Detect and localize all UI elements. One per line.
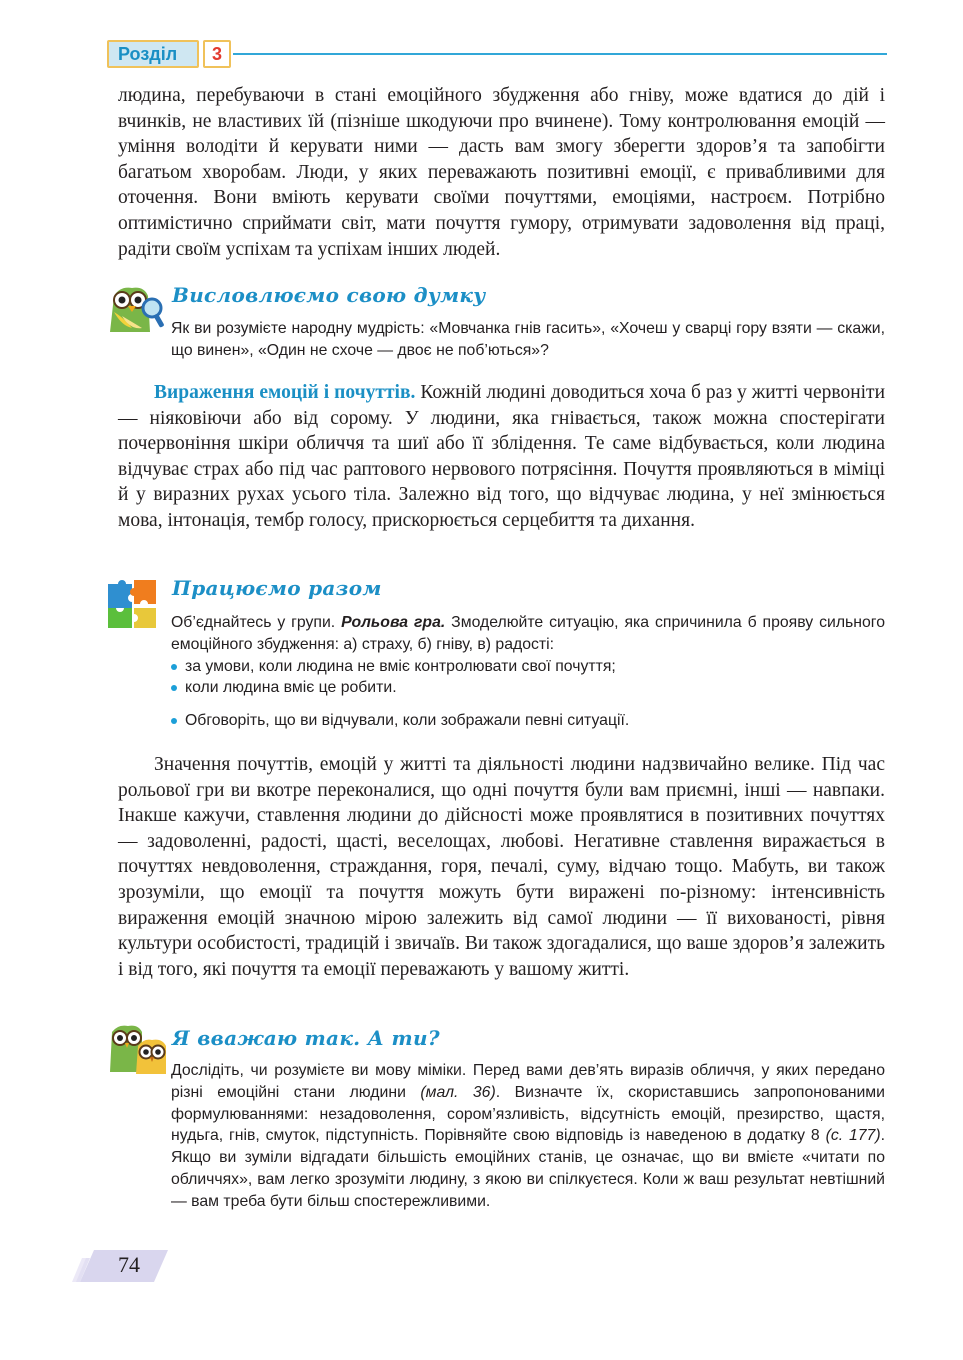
header-divider	[233, 53, 887, 55]
box3-text-c: . Якщо ви зуміли відгадати більшість емоційних станів, це означає, що ви вмієте «читати по обличчях», вам легко зрозуміти людину, з якою ви спілкуєтеся. Коли ж ваш результат невтішний — вам треба бути більш спостережливими.	[171, 1127, 885, 1210]
list-item: за умови, коли людина не вміє контролювати свої почуття;	[171, 656, 885, 678]
box2-intro-bold: Рольова гра.	[341, 614, 446, 631]
box3-ref-2: (с. 177)	[825, 1127, 881, 1145]
paragraph-3-text: Значення почуттів, емоцій у житті та діяльності людини надзвичайно велике. Під час рольової гри ви вкотре переконалися, що одні почуття були вам приємні, інші — навпаки. Інакше кажучи, ставлення людини до дійсності може проявлятися в позитивних почуттях — задоволенні, радості, щасті, веселощах, любові. Негативне ставлення виражається в почуттях невдоволення, страждання, горя, печалі, суму, відчаю тощо. Мабуть, ви також зрозуміли, що емоції та почуття можуть бути виражені по-різному: інтенсивність вираження емоцій значною мірою залежить від самої людини — її вихованості, рівня культури особистості, традицій і звичаїв. Ви також здогадалися, що ваше здоров’я залежить і від того, які почуття та емоції переважають у вашому житті.	[118, 754, 885, 980]
box2-title: Працюємо разом	[172, 576, 382, 600]
box3-content	[171, 1060, 885, 1213]
two-owls-icon	[108, 1022, 168, 1074]
section-number: 3	[203, 40, 231, 68]
paragraph-2	[118, 380, 885, 534]
box3-title: Я вважаю так. А ти?	[172, 1026, 440, 1050]
owl-with-magnifier-icon	[108, 282, 166, 334]
box2-bullets	[171, 656, 885, 700]
puzzle-pieces-icon	[104, 578, 160, 630]
chapter-header	[107, 40, 887, 70]
box1-text-block	[171, 318, 885, 362]
box3-text-a: Дослідіть, чи розумієте ви мову міміки. Перед вами дев’ять виразів обличчя, у яких передано різні емоційні стани людини	[171, 1062, 885, 1101]
box2-intro	[171, 612, 885, 656]
paragraph-2-body	[118, 380, 885, 534]
page-number-block	[72, 1248, 172, 1284]
paragraph-1	[118, 83, 885, 262]
list-item: Обговоріть, що ви відчували, коли зображали певні ситуації.	[171, 710, 885, 732]
paragraph-2-text: Кожній людині доводиться хоча б раз у житті червоніти — ніяковіючи або від сорому. У людини, яка гнівається, також можна спостерігати почервоніння шкіри обличчя та шиї або її зблідення. Те саме відбувається, коли людина відчуває страх або під час раптового нервового потрясіння. Почуття проявляються в міміці й у виразних рухах усього тіла. Залежно від того, що відчуває людина, у неї змінюється мова, інтонація, тембр голосу, прискорюється серцебиття та дихання.	[118, 382, 886, 531]
box3-text	[171, 1060, 885, 1213]
page-number: 74	[118, 1252, 140, 1277]
paragraph-3	[118, 752, 885, 982]
box1-text: Як ви розумієте народну мудрість: «Мовчанка гнів гасить», «Хочеш у сварці гору взяти — скажи, що винен», «Один не схоче — двоє не поб’ються»?	[171, 320, 885, 359]
box2-intro-end: Змоделюйте ситуацію, яка спричинила б прояву сильного емоційного збудження: а) страху, б) гніву, в) радості:	[171, 614, 885, 653]
box2-content	[171, 612, 885, 732]
list-item: коли людина вміє це робити.	[171, 677, 885, 699]
box1-title: Висловлюємо свою думку	[172, 283, 486, 307]
box2-extra-bullets	[171, 710, 885, 732]
box3-ref-1: (мал. 36)	[420, 1083, 496, 1101]
section-label: Розділ	[107, 40, 199, 68]
box3-text-b: . Визначте їх, скориставшись запропонованими формулюваннями: незадоволення, сором’язливість, відсутність емоцій, презирство, щастя, нудьга, гнів, смуток, підступність. Порівняйте свою відповідь із наведеною в додатку 8	[171, 1083, 885, 1145]
box2-intro-start: Об’єднайтесь у групи.	[171, 614, 342, 631]
paragraph-2-term: Вираження емоцій і почуттів.	[154, 382, 416, 403]
paragraph-1-text: людина, перебуваючи в стані емоційного збудження або гніву, може вдатися до дій і вчинків, не властивих їй (пізніше шкодуючи про вчинене). Тому контролювання емоцій — уміння володіти й керувати ними — дасть вам змогу зберегти здоров’я та запобігти багатьом хворобам. Люди, у яких переважають позитивні емоції, є привабливими для оточення. Вони вміють керувати своїми почуттями, емоціями, настроєм. Потрібно оптимістично сприймати світ, мати почуття гумору, отримувати задоволення від праці, радіти своїм успіхам та успіхам інших людей.	[118, 85, 885, 260]
